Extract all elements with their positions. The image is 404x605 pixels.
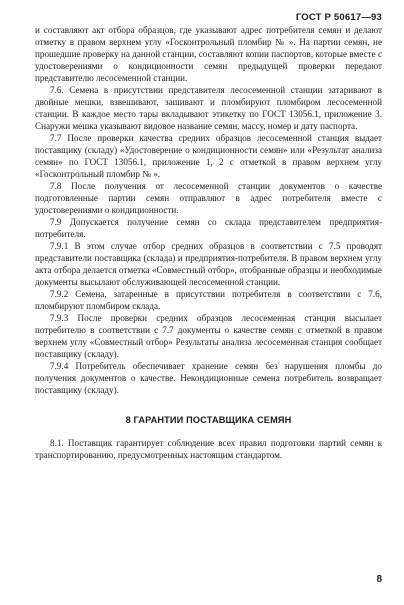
paragraph-7-7: 7.7 После проверки качества средних образцов лесосеменной станция выдает поставщику (складу) «Удостоверение о кондиционности семян» или «Результат анализа семян» по ГОСТ 13056.1, приложение 1, 2 с отметкой в правом верхнем углу «Госконтрольный пломбир № ».: [35, 133, 382, 179]
page-number: 8: [376, 574, 382, 585]
paragraph-7-5-continuation: и составляют акт отбора образцов, где указывают адрес потребителя семян и делают отметку в правом верхнем углу «Госконтрольный пломбир № ». На партии семян, не прошедшие проверку на данной станции, составляют копии паспортов, которые вместе с удостоверениями о кондиционности семян предыдущей проверки передают представителю лесосеменной станции.: [35, 25, 382, 83]
paragraph-7-9-3: 7.9.3 После проверки средних образцов лесосеменная станция высылает потребителю в соответствии с 7.7 документы о качестве семян с отметкой в правом верхнем углу «Совместный отбор» Результаты анализа лесосеменная станция сообщает поставщику (складу).: [35, 313, 382, 359]
page-header-standard: ГОСТ Р 50617—93: [295, 12, 382, 23]
paragraph-7-8: 7.8 После получения от лесосеменной станции документов о качестве подготовленные партии семян отправляют в адрес потребителя вместе с удостоверениями о кондиционности.: [35, 181, 382, 215]
paragraph-7-9-2: 7.9.2 Семена, затаренные в присутствии потребителя в соответствии с 7.6, пломбируют пломбиром склада.: [35, 289, 382, 311]
paragraph-7-9: 7.9 Допускается получение семян со склада представителем предприятия-потребителя.: [35, 217, 382, 239]
paragraph-7-9-1: 7.9.1 В этом случае отбор средних образцов в соответствии с 7.5 проводят представители поставщика (склада) и предприятия-потребителя. В правом верхнем углу акта отбора делается отметка «Совместный отбор», отобранные образцы и необходимые документы высылают обслуживающей лесосеменной станции.: [35, 241, 382, 287]
paragraph-7-9-4: 7.9.4 Потребитель обеспечивает хранение семян без нарушения пломбы до получения документов о качестве. Некондиционные семена потребитель возвращает поставщику (складу).: [35, 361, 382, 395]
paragraph-8-1: 8.1. Поставщик гарантирует соблюдение всех правил подготовки партий семян к транспортированию, предусмотренных настоящим стандартом.: [35, 438, 382, 460]
paragraph-7-6: 7.6. Семена в присутствии представителя лесосеменной станции затаривают в двойные мешки, взвешивают, зашивают и пломбируют пломбиром лесосеменной станции. В каждое место тары вкладывают этикетку по ГОСТ 13056.1, приложение 3. Снаружи мешка указывают видовое название семян, массу, номер и дату паспорта.: [35, 85, 382, 131]
section-title-8: 8 ГАРАНТИИ ПОСТАВЩИКА СЕМЯН: [125, 415, 292, 425]
